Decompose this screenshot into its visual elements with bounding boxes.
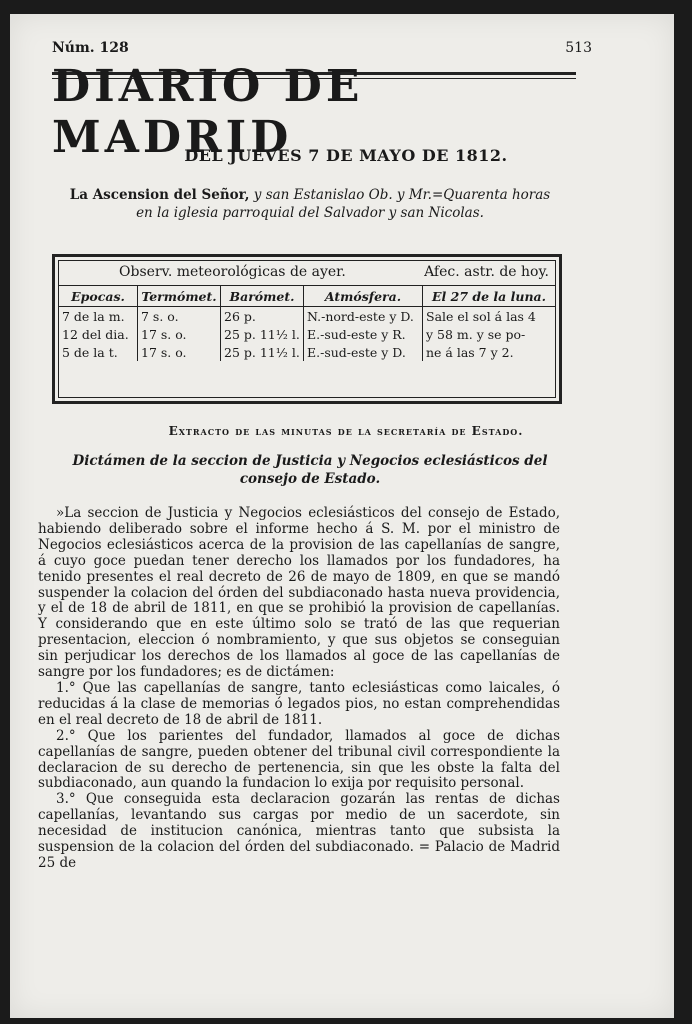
col-epocas: Epocas. [59, 286, 138, 307]
cell: E.-sud-este y D. [304, 343, 423, 361]
section-title: Extracto de las minutas de la secretaría de Estado. [168, 424, 524, 438]
cell: E.-sud-este y R. [304, 325, 423, 343]
weather-title-right: Afec. astr. de hoy. [424, 264, 549, 280]
article-body [38, 506, 560, 872]
feast-saint: y san Estanislao Ob. y Mr. [253, 187, 432, 203]
cell: 26 p. [221, 307, 304, 326]
cell: Sale el sol á las 4 [426, 308, 536, 324]
issue-line [52, 40, 592, 60]
cell: 17 s. o. [138, 325, 221, 343]
weather-box [52, 254, 562, 404]
col-luna: El 27 de la luna. [423, 286, 556, 307]
cell: 12 del dia. [59, 325, 138, 343]
dictamen-heading: Dictámen de la seccion de Justicia y Negocios eclesiásticos del consejo de Estado. [72, 453, 548, 487]
weather-table [59, 286, 555, 361]
cell: 7 s. o. [138, 307, 221, 326]
paragraph: 2.° Que los parientes del fundador, llamados al goce de dichas capellanías de sangre, pueden obtener del tribunal civil correspondiente la declaracion de su derecho de pertenencia, sin que les obste la falta del subdiaconado, aun quando la fundacion lo exija por requisito personal. [38, 727, 560, 792]
cell: 17 s. o. [138, 343, 221, 361]
weather-columns [59, 286, 555, 307]
feast-main: La Ascension del Señor, [69, 187, 250, 203]
cell: y 58 m. y se po- [426, 326, 526, 342]
table-row [59, 325, 555, 343]
weather-header [59, 261, 555, 286]
cell: 5 de la t. [59, 343, 138, 361]
weather-box-inner [58, 260, 556, 398]
cell: 25 p. 11½ l. [221, 325, 304, 343]
cell: 7 de la m. [59, 307, 138, 326]
col-termometro: Termómet. [138, 286, 221, 307]
weather-title-left: Observ. meteorológicas de ayer. [119, 264, 346, 280]
cell: N.-nord-este y D. [304, 307, 423, 326]
paragraph: »La seccion de Justicia y Negocios eclesiásticos del consejo de Estado, habiendo deliberado sobre el informe hecho á S. M. por el ministro de Negocios eclesiásticos acerca de la provision de las capellanías de sangre, á cuyo goce puedan tener derecho los llamados por los fundadores, ha tenido presentes el real decreto de 26 de mayo de 1809, en que se mandó suspender la colacion del órden del subdiaconado hasta nueva providencia, y el de 18 de abril de 1811, en que se prohibió la provision de capellanías. Y considerando que en este último solo se trató de las que requerian presentacion, eleccion ó nombramiento, y que sus objetos se conseguian sin perjudicar los derechos de los llamados al goce de las capellanías de sangre por los fundadores; es de dictámen: [38, 505, 560, 681]
feast-forty-hours: =Quarenta horas en la iglesia parroquial del Salvador y san Nicolas. [136, 187, 551, 221]
cell: 25 p. 11½ l. [221, 343, 304, 361]
paragraph: 1.° Que las capellanías de sangre, tanto eclesiásticas como laicales, ó reducidas á la clase de memorias ó legados pios, no estan comprehendidas en el real decreto de 18 de abril de 1811. [38, 679, 560, 728]
issue-date: DEL JUÉVES 7 DE MAYO DE 1812. [184, 146, 508, 165]
masthead-title: DIARIO DE MADRID [52, 61, 364, 163]
col-barometro: Barómet. [221, 286, 304, 307]
col-atmosfera: Atmósfera. [304, 286, 423, 307]
cell: ne á las 7 y 2. [426, 344, 514, 360]
table-row [59, 307, 555, 326]
paragraph: 3.° Que conseguida esta declaracion gozarán las rentas de dichas capellanías, levantando sus cargas por medio de un sacerdote, sin necesidad de institucion canónica, mientras tanto que subsista la suspension de la colacion del órden del subdiaconado. = Palacio de Madrid 25 de [38, 791, 560, 871]
page-number: 513 [565, 40, 592, 56]
issue-number: Núm. 128 [52, 40, 129, 56]
feast-notice [60, 186, 560, 222]
table-row [59, 343, 555, 361]
